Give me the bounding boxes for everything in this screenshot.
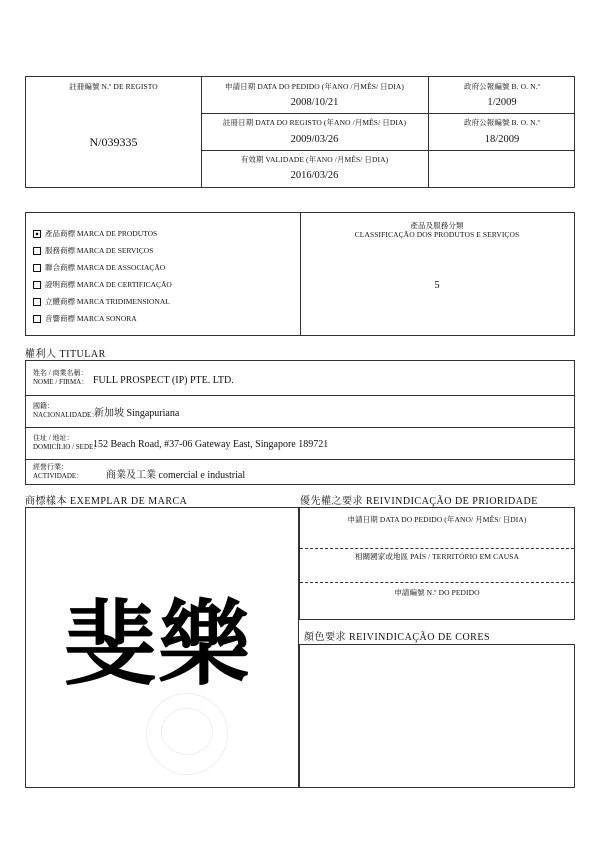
trademark-mark: 斐樂 (64, 590, 253, 698)
priority-country-label: 相關國家或地區 PAÍS / TERRITÓRIO EM CAUSA (354, 552, 520, 561)
mark-type-label: 聯合商標 MARCA DE ASSOCIAÇÃO (45, 263, 166, 272)
activity-label-pt: ACTIVIDADE： (33, 472, 84, 480)
activity-row (26, 459, 574, 486)
priority-section-title: 優先權之要求 REIVINDICAÇÃO DE PRIORIDADE (300, 496, 538, 507)
checkbox-icon (33, 298, 41, 306)
sample-section-title: 商標樣本 EXEMPLAR DE MARCA (25, 496, 188, 507)
mark-type-association (33, 262, 165, 273)
checkbox-icon (33, 315, 41, 323)
divider (201, 113, 574, 114)
name-label-pt: NOME / FIRMA： (33, 378, 89, 386)
mark-type-label: 音響商標 MARCA SONORA (45, 314, 137, 323)
address-label-zh: 住址 / 地址： (33, 434, 74, 442)
classification-label-pt: CLASSIFICAÇÃO DOS PRODUTOS E SERVIÇOS (354, 230, 520, 239)
bon-value-1: 1/2009 (487, 97, 517, 108)
reg-date-value: 2009/03/26 (290, 134, 339, 145)
nationality-label-pt: NACIONALIDADE： (33, 411, 99, 419)
mark-type-certification (33, 279, 172, 290)
bon-value-2: 18/2009 (484, 134, 520, 145)
mark-type-label: 證明商標 MARCA DE CERTIFICAÇÃO (45, 280, 172, 289)
reg-date-label: 註冊日期 DATA DO REGISTO (年ANO /月MÊS/ 日DIA) (222, 118, 407, 127)
priority-number-label: 申請編號 N.º DO PEDIDO (394, 588, 480, 597)
reg-no-value: N/039335 (89, 135, 138, 149)
owner-name-row (26, 361, 574, 396)
classification-label-zh: 產品及服務分類 (410, 221, 464, 230)
address-value: 152 Beach Road, #37-06 Gateway East, Singapore 189721 (93, 439, 329, 450)
divider (428, 77, 429, 187)
reg-no-label: 註冊編號 N.º DE REGISTO (69, 82, 158, 91)
bon-label-1: 政府公報編號 B. O. N.º (463, 82, 540, 91)
checkbox-checked-icon (33, 230, 41, 238)
registration-table (25, 76, 575, 188)
nationality-row (26, 395, 574, 428)
mark-type-3d (33, 296, 170, 307)
nationality-value: 新加坡 Singapuriana (94, 408, 180, 419)
filing-date-label: 申請日期 DATA DO PEDIDO (年ANO /月MÊS/ 日DIA) (224, 82, 405, 91)
priority-box (299, 507, 575, 620)
mark-type-label: 產品商標 MARCA DE PRODUTOS (45, 229, 158, 238)
mark-type-products (33, 228, 157, 239)
divider (201, 150, 574, 151)
dashed-divider (300, 582, 574, 583)
mark-type-label: 服務商標 MARCA DE SERVIÇOS (45, 246, 154, 255)
mark-type-services (33, 245, 153, 256)
bon-label-2: 政府公報編號 B. O. N.º (463, 118, 540, 127)
checkbox-icon (33, 281, 41, 289)
dashed-divider (300, 548, 574, 549)
filing-date-value: 2008/10/21 (290, 97, 339, 108)
mark-type-sound (33, 313, 137, 324)
owner-name: FULL PROSPECT (IP) PTE. LTD. (93, 375, 234, 386)
titular-box (25, 360, 575, 485)
address-label-pt: DOMICÍLIO / SEDE： (33, 443, 101, 451)
mark-type-label: 立體商標 MARCA TRIDIMENSIONAL (45, 297, 170, 306)
validity-value: 2016/03/26 (290, 170, 339, 181)
priority-date-label: 申請日期 DATA DO PEDIDO (年ANO/ 月MÊS/ 日DIA) (347, 515, 527, 524)
titular-section-title: 權利人 TITULAR (25, 349, 106, 360)
colors-section-title: 顏色要求 REIVINDICAÇÃO DE CORES (304, 632, 490, 643)
validity-label: 有效期 VALIDADE (年ANO /月MÊS/ 日DIA) (240, 155, 389, 164)
checkbox-icon (33, 247, 41, 255)
activity-value: 商業及工業 comercial e industrial (106, 470, 246, 481)
checkbox-icon (33, 264, 41, 272)
trademark-sample-box (25, 507, 299, 788)
activity-label-zh: 經營行業： (33, 463, 68, 471)
address-row (26, 427, 574, 460)
mark-type-box (25, 212, 575, 336)
name-label-zh: 姓名 / 商業名稱： (33, 369, 88, 377)
classification-value: 5 (434, 280, 440, 291)
colors-box (299, 644, 575, 788)
nationality-label-zh: 國籍： (33, 402, 54, 410)
official-seal-inner (161, 708, 213, 755)
